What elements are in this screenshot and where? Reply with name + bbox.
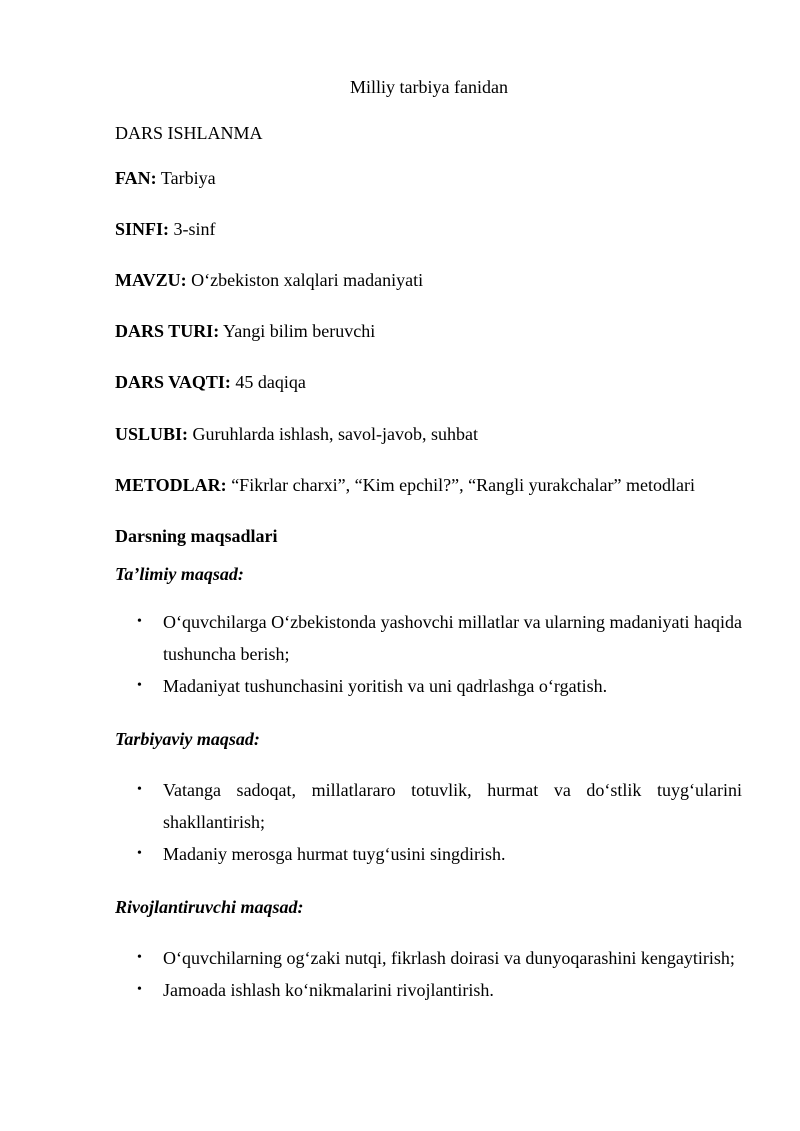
list-item-text: Vatanga sadoqat, millatlararo totuvlik, hurmat va do‘stlik tuyg‘ularini shakllantirish; [163, 780, 742, 832]
bullet-icon: • [137, 846, 142, 861]
field-value: 45 daqiqa [235, 372, 306, 392]
document-title: Milliy tarbiya fanidan [350, 77, 508, 97]
field-value: Tarbiya [160, 168, 216, 188]
field-label: DARS TURI: [115, 321, 220, 341]
list-item [115, 942, 742, 974]
bullet-icon: • [137, 614, 142, 629]
field-value: Guruhlarda ishlash, savol-javob, suhbat [192, 424, 478, 444]
field-dars-vaqti [115, 371, 306, 393]
field-dars-turi [115, 320, 375, 342]
section-list-rivojlantiruvchi [115, 942, 742, 1006]
bullet-icon: • [137, 782, 142, 797]
section-list-talimiy [115, 606, 742, 702]
list-item [115, 774, 742, 838]
field-label: USLUBI: [115, 424, 189, 444]
document-subtitle: DARS ISHLANMA [115, 123, 263, 143]
field-value: “Fikrlar charxi”, “Kim epchil?”, “Rangli yurakchalar” metodlari [231, 475, 695, 495]
list-item-text: Madaniy merosga hurmat tuyg‘usini singdirish. [163, 844, 506, 864]
section-title-tarbiyaviy: Tarbiyaviy maqsad: [115, 729, 260, 749]
field-label: SINFI: [115, 219, 170, 239]
bullet-icon: • [137, 678, 142, 693]
list-item [115, 974, 742, 1006]
list-item-text: Madaniyat tushunchasini yoritish va uni qadrlashga o‘rgatish. [163, 676, 608, 696]
field-fan [115, 167, 216, 189]
field-label: FAN: [115, 168, 157, 188]
list-item [115, 606, 742, 670]
field-value: Yangi bilim beruvchi [223, 321, 376, 341]
field-metodlar [115, 474, 695, 496]
section-title-talimiy: Ta’limiy maqsad: [115, 564, 244, 584]
objectives-heading-text: Darsning maqsadlari [115, 526, 278, 546]
field-uslubi [115, 423, 478, 445]
list-item [115, 838, 742, 870]
field-label: MAVZU: [115, 270, 187, 290]
section-list-tarbiyaviy [115, 774, 742, 870]
field-value: O‘zbekiston xalqlari madaniyati [191, 270, 424, 290]
field-label: METODLAR: [115, 475, 227, 495]
list-item-text: O‘quvchilarga O‘zbekistonda yashovchi millatlar va ularning madaniyati haqida tushuncha berish; [163, 612, 742, 664]
field-label: DARS VAQTI: [115, 372, 231, 392]
section-title-rivojlantiruvchi: Rivojlantiruvchi maqsad: [115, 897, 304, 917]
field-sinfi [115, 218, 216, 240]
field-mavzu [115, 269, 423, 291]
bullet-icon: • [137, 950, 142, 965]
list-item-text: Jamoada ishlash ko‘nikmalarini rivojlantirish. [163, 980, 494, 1000]
field-value: 3-sinf [173, 219, 216, 239]
bullet-icon: • [137, 982, 142, 997]
list-item-text: O‘quvchilarning og‘zaki nutqi, fikrlash doirasi va dunyoqarashini kengaytirish; [163, 948, 735, 968]
objectives-heading [115, 525, 278, 547]
list-item [115, 670, 742, 702]
